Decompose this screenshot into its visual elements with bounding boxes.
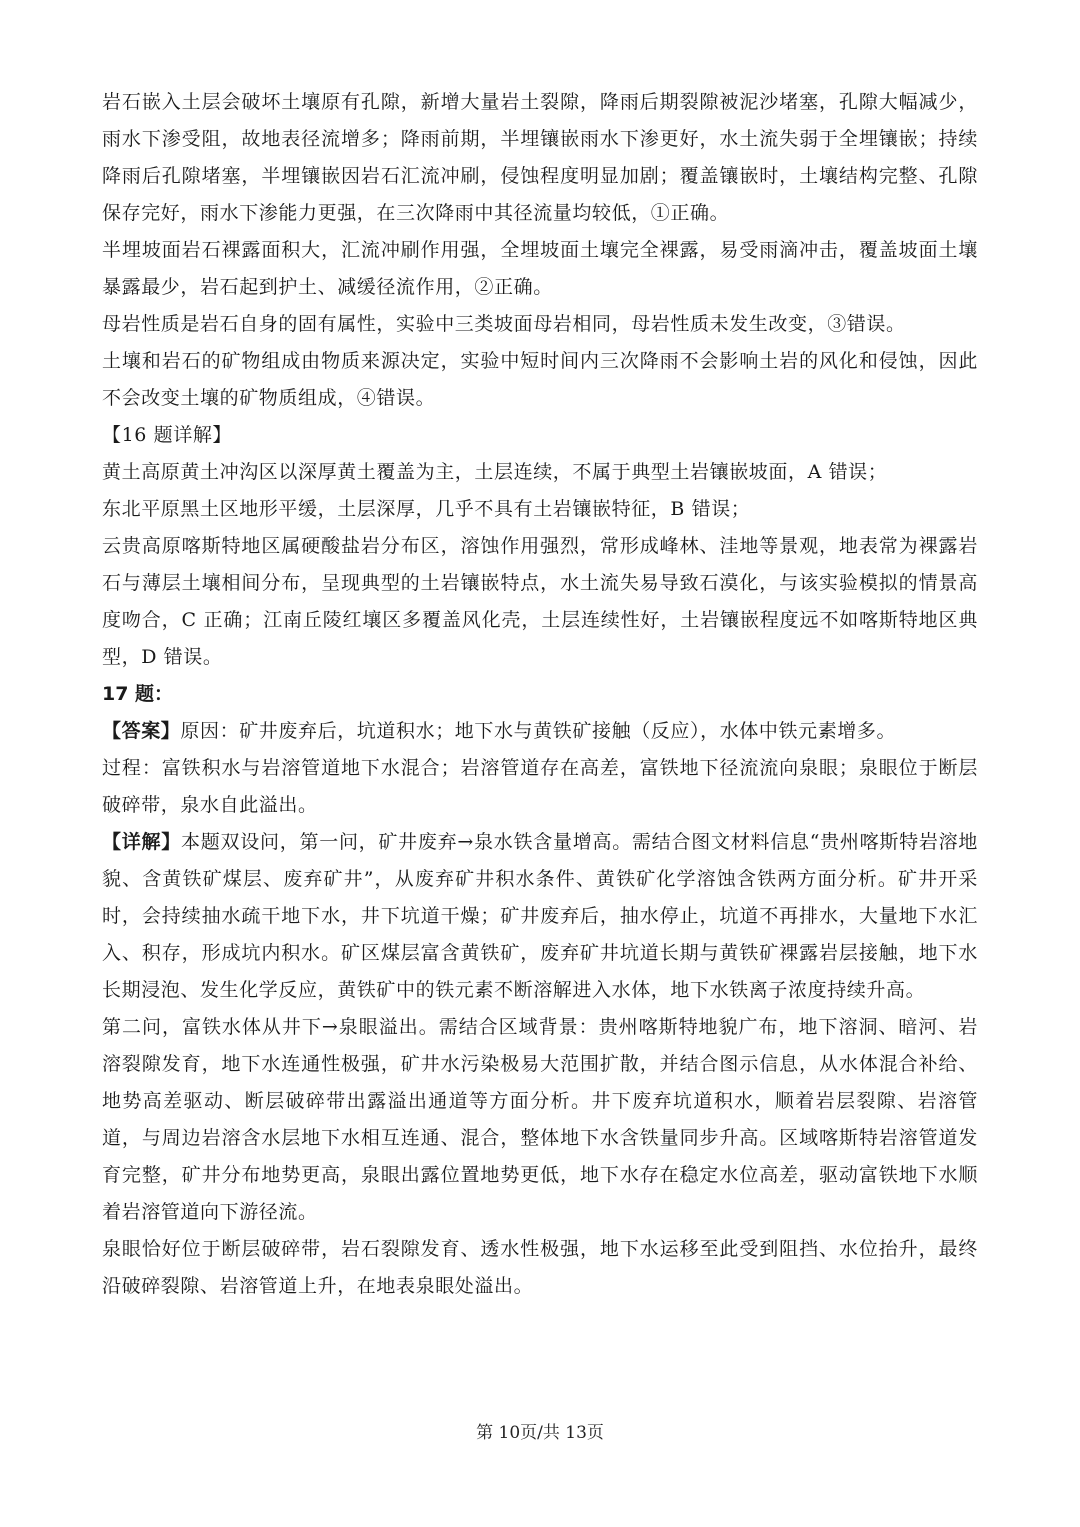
q17-answer-reason-text: 原因：矿井废弃后，坑道积水；地下水与黄铁矿接触（反应），水体中铁元素增多。 xyxy=(180,720,897,742)
q16-option-a: 黄土高原黄土冲沟区以深厚黄土覆盖为主，土层连续，不属于典型土岩镶嵌坡面，A 错误； xyxy=(102,461,888,483)
paragraph-q15-point3: 母岩性质是岩石自身的固有属性，实验中三类坡面母岩相同，母岩性质未发生改变，③错误。 xyxy=(102,313,906,335)
paragraph-q15-point4: 土壤和岩石的矿物组成由物质来源决定，实验中短时间内三次降雨不会影响土岩的风化和侵蚀，因此不会改变土壤的矿物质组成，④错误。 xyxy=(102,350,978,409)
q17-heading: 17 题： xyxy=(102,683,174,705)
paragraph-q15-point1: 岩石嵌入土层会破坏土壤原有孔隙，新增大量岩土裂隙，降雨后期裂隙被泥沙堵塞，孔隙大幅减少，雨水下渗受阻，故地表径流增多；降雨前期，半埋镶嵌雨水下渗更好，水土流失弱于全埋镶嵌；持续降雨后孔隙堵塞，半埋镶嵌因岩石汇流冲刷，侵蚀程度明显加剧；覆盖镶嵌时，土壤结构完整、孔隙保存完好，雨水下渗能力更强，在三次降雨中其径流量均较低，①正确。 xyxy=(102,91,978,224)
q17-answer-label: 【答案】 xyxy=(102,720,181,742)
q17-detail-part1-text: 本题双设问，第一问，矿井废弃→泉水铁含量增高。需结合图文材料信息“贵州喀斯特岩溶地貌、含黄铁矿煤层、废弃矿井”，从废弃矿井积水条件、黄铁矿化学溶蚀含铁两方面分析。矿井开采时，会持续抽水疏干地下水，井下坑道干燥；矿井废弃后，抽水停止，坑道不再排水，大量地下水汇入、积存，形成坑内积水。矿区煤层富含黄铁矿，废弃矿井坑道长期与黄铁矿裸露岩层接触，地下水长期浸泡、发生化学反应，黄铁矿中的铁元素不断溶解进入水体，地下水铁离子浓度持续升高。 xyxy=(102,831,978,1001)
q16-option-cd: 云贵高原喀斯特地区属硬酸盐岩分布区，溶蚀作用强烈，常形成峰林、洼地等景观，地表常为裸露岩石与薄层土壤相间分布，呈现典型的土岩镶嵌特点，水土流失易导致石漠化，与该实验模拟的情景高度吻合，C 正确；江南丘陵红壤区多覆盖风化壳，土层连续性好，土岩镶嵌程度远不如喀斯特地区典型，D 错误。 xyxy=(102,535,978,668)
q16-detail-label: 【16 题详解】 xyxy=(102,424,233,446)
q17-detail-part1 xyxy=(102,824,978,1009)
page-footer: 第 10页/共 13页 xyxy=(476,1423,604,1443)
q17-answer-reason xyxy=(102,713,978,750)
q16-option-b: 东北平原黑土区地形平缓，土层深厚，几乎不具有土岩镶嵌特征，B 错误； xyxy=(102,498,751,520)
q17-detail-label: 【详解】 xyxy=(102,831,181,853)
q17-detail-part3: 泉眼恰好位于断层破碎带，岩石裂隙发育、透水性极强，地下水运移至此受到阻挡、水位抬升，最终沿破碎裂隙、岩溶管道上升，在地表泉眼处溢出。 xyxy=(102,1238,978,1297)
paragraph-q15-point2: 半埋坡面岩石裸露面积大，汇流冲刷作用强，全埋坡面土壤完全裸露，易受雨滴冲击，覆盖坡面土壤暴露最少，岩石起到护土、减缓径流作用，②正确。 xyxy=(102,239,978,298)
q17-detail-part2: 第二问，富铁水体从井下→泉眼溢出。需结合区域背景：贵州喀斯特地貌广布，地下溶洞、暗河、岩溶裂隙发育，地下水连通性极强，矿井水污染极易大范围扩散，并结合图示信息，从水体混合补给、地势高差驱动、断层破碎带出露溢出通道等方面分析。井下废弃坑道积水，顺着岩层裂隙、岩溶管道，与周边岩溶含水层地下水相互连通、混合，整体地下水含铁量同步升高。区域喀斯特岩溶管道发育完整，矿井分布地势更高，泉眼出露位置地势更低，地下水存在稳定水位高差，驱动富铁地下水顺着岩溶管道向下游径流。 xyxy=(102,1016,978,1223)
q17-answer-process: 过程：富铁积水与岩溶管道地下水混合；岩溶管道存在高差，富铁地下径流流向泉眼；泉眼位于断层破碎带，泉水自此溢出。 xyxy=(102,757,978,816)
page-content xyxy=(102,84,978,1305)
